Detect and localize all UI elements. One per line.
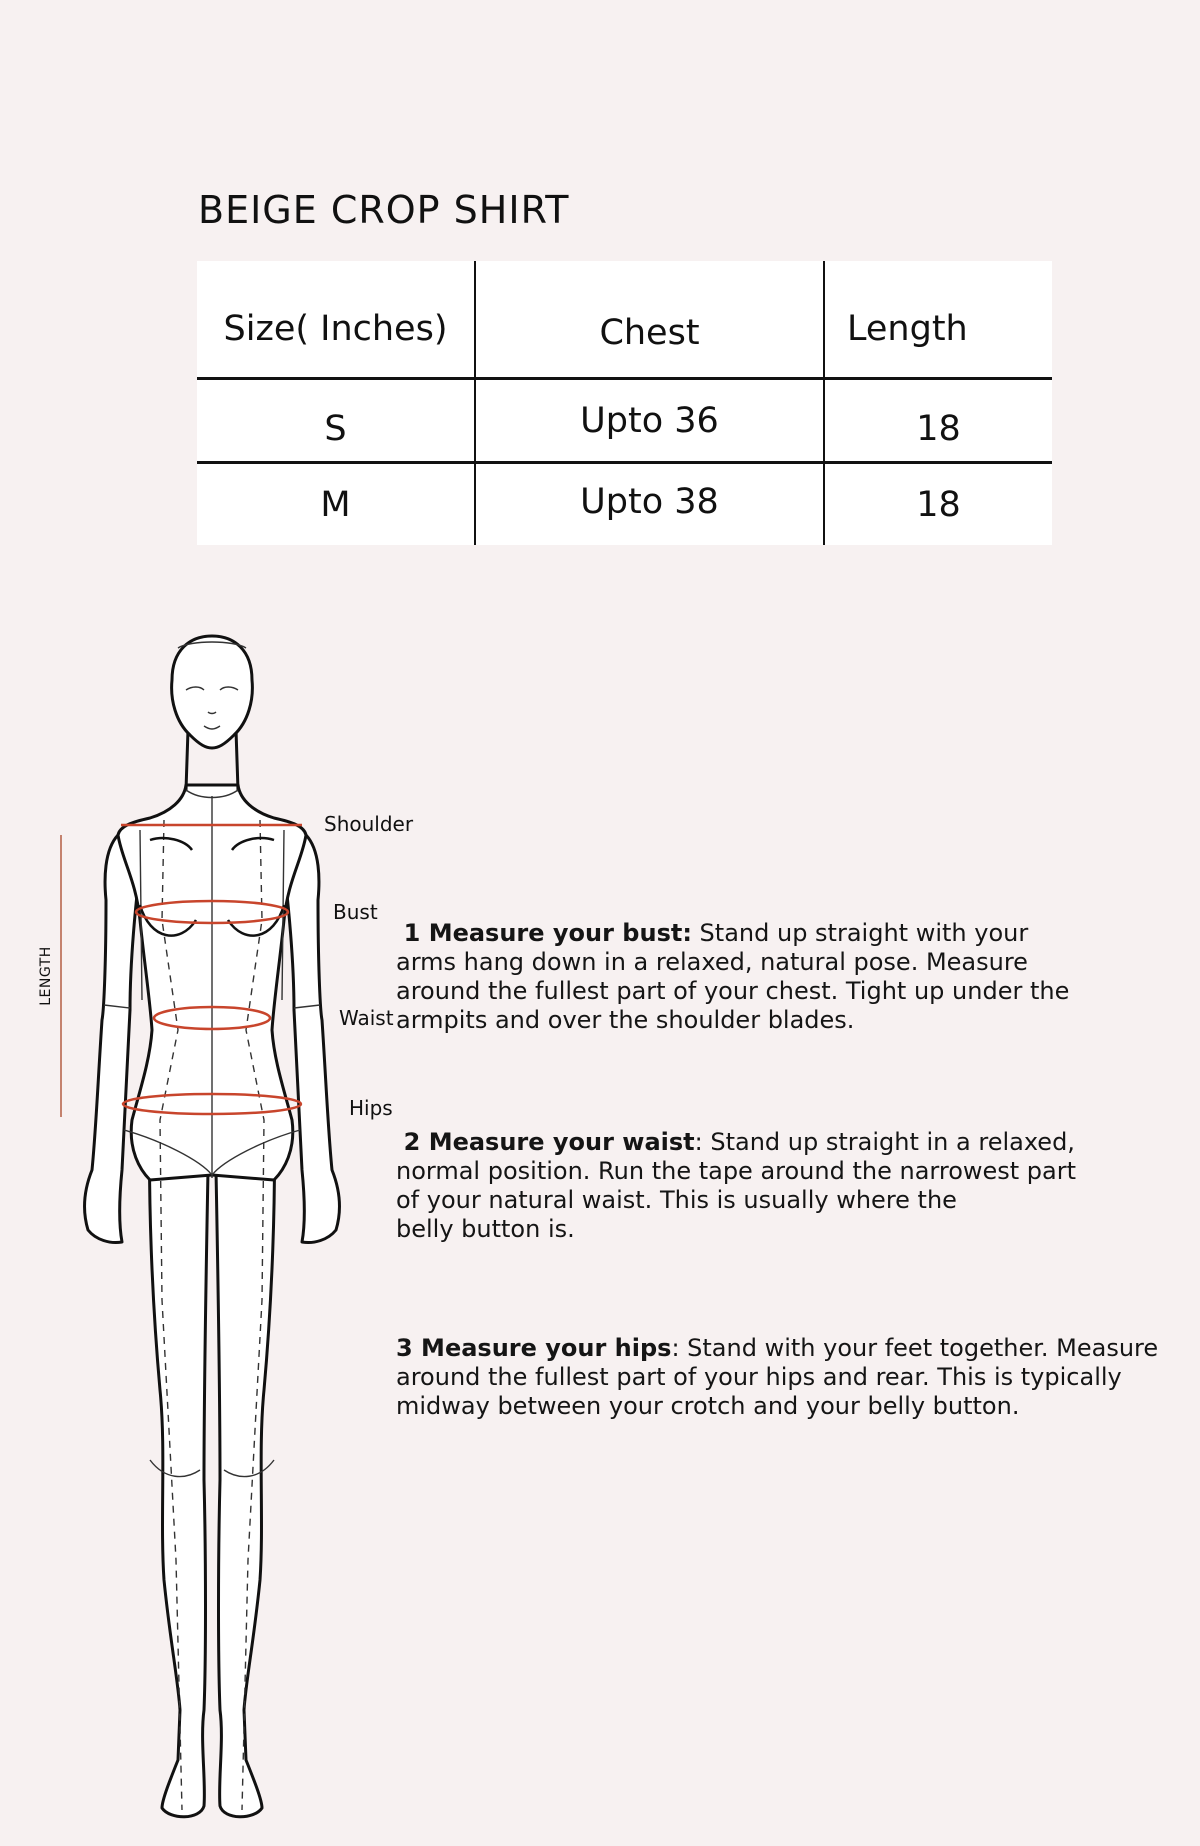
cell-size-m: M <box>320 484 351 525</box>
cell-chest-s: Upto 36 <box>580 400 719 441</box>
cell-length-s: 18 <box>916 408 961 449</box>
cell-length-m: 18 <box>916 484 961 525</box>
size-chart-table <box>197 261 1052 545</box>
instruction-hips: 3 Measure your hips: Stand with your feet together. Measure around the fullest part of your hips and rear. This is typically midway between your crotch and your belly button. <box>396 1334 1159 1420</box>
body-figure-illustration <box>0 600 400 1846</box>
page-title: BEIGE CROP SHIRT <box>198 188 570 232</box>
cell-size-s: S <box>324 408 347 449</box>
instruction-bust-heading: 1 Measure your bust: <box>403 919 692 947</box>
header-chest: Chest <box>599 313 700 353</box>
header-length: Length <box>847 309 968 349</box>
instruction-bust: 1 Measure your bust: Stand up straight with your arms hang down in a relaxed, natural pose. Measure around the fullest part of your chest. Tight up under the armpits and over the shoulder blades. <box>396 919 1070 1034</box>
instruction-waist: 2 Measure your waist: Stand up straight in a relaxed, normal position. Run the tape around the narrowest part of your natural waist. This is usually where the belly button is. <box>396 1128 1077 1243</box>
label-waist: Waist <box>339 1006 394 1030</box>
length-label: LENGTH <box>38 946 54 1006</box>
label-bust: Bust <box>333 900 378 924</box>
header-size: Size( Inches) <box>223 309 448 349</box>
instruction-waist-heading: 2 Measure your waist <box>403 1128 695 1156</box>
cell-chest-m: Upto 38 <box>580 481 719 522</box>
label-hips: Hips <box>349 1096 393 1120</box>
instruction-hips-heading: 3 Measure your hips <box>396 1334 672 1362</box>
label-shoulder: Shoulder <box>324 812 414 836</box>
